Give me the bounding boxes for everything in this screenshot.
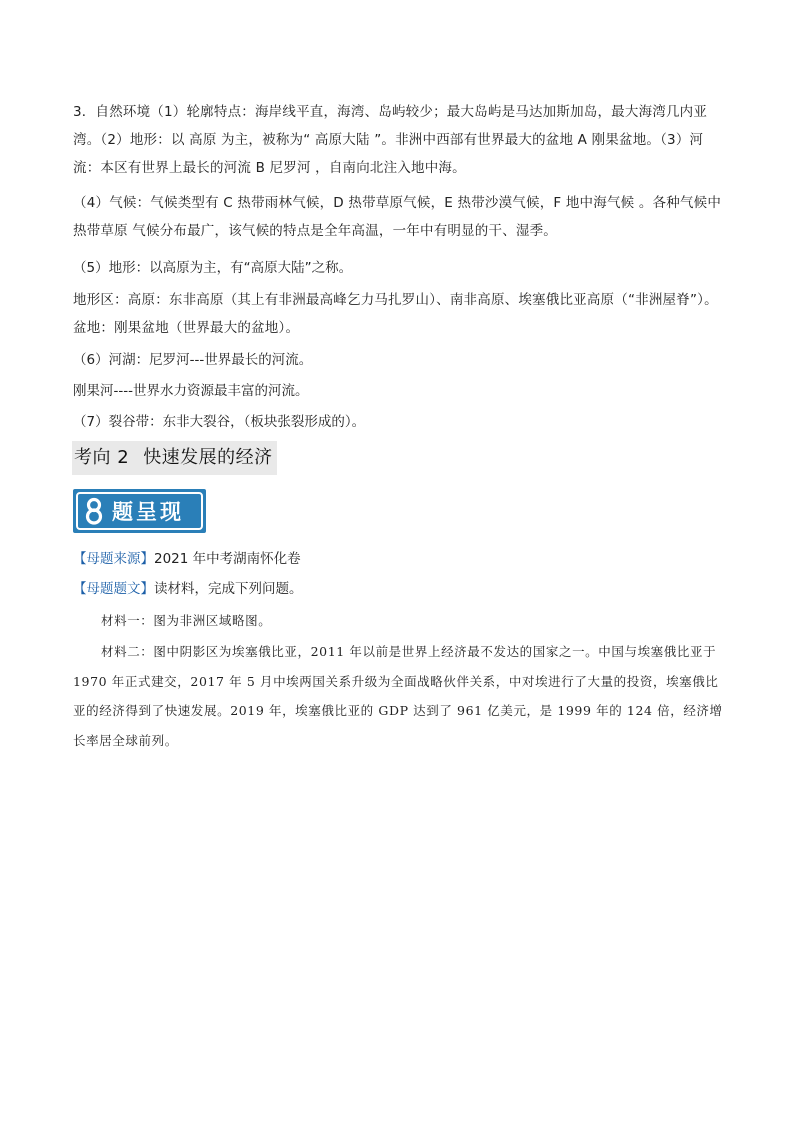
rivers-lakes-line: （6）河湖：尼罗河---世界最长的河流。: [73, 352, 313, 368]
congo-river-line: 刚果河----世界水力资源最丰富的河流。: [73, 383, 309, 399]
natural-environment-paragraph: 3．自然环境（1）轮廓特点：海岸线平直，海湾、岛屿较少；最大岛屿是马达加斯加岛，最大海湾几内亚湾。（2）地形：以 高原 为主，被称为“ 高原大陆 ”。非洲中西部有世界最大的盆地 A 刚果盆地。（3）河流：本区有世界上最长的河流 B 尼罗河 ，自南向北注入地中海。: [73, 104, 708, 176]
section-heading: [72, 441, 277, 475]
climate-paragraph: （4）气候：气候类型有 C 热带雨林气候，D 热带草原气候，E 热带沙漠气候，F 地中海气候 。各种气候中 热带草原 气候分布最广，该气候的特点是全年高温，一年中有明显的干、湿季。: [73, 195, 722, 239]
number-8-icon: [82, 497, 106, 525]
heading-title: 快速发展的经济: [143, 447, 273, 468]
landform-regions-paragraph: 地形区：高原：东非高原（其上有非洲最高峰乞力马扎罗山）、南非高原、埃塞俄比亚高原（“非洲屋脊”）。盆地：刚果盆地（世界最大的盆地）。: [73, 292, 718, 336]
question-label: 【母题题文】: [73, 581, 154, 597]
material-two: 材料二：图中阴影区为埃塞俄比亚，2011 年以前是世界上经济最不发达的国家之一。中国与埃塞俄比亚于 1970 年正式建交，2017 年 5 月中埃两国关系升级为全面战略伙伴关系，中对埃进行了大量的投资，埃塞俄比亚的经济得到了快速发展。2019 年，埃塞俄比亚的 GDP 达到了 961 亿美元，是 1999 年的 124 倍，经济增长率居全球前列。: [73, 644, 723, 748]
question-badge: [73, 489, 206, 533]
heading-number: 考向 2: [74, 447, 130, 468]
rift-valley-line: （7）裂谷带：东非大裂谷，（板块张裂形成的）。: [73, 414, 366, 430]
landform-line: （5）地形：以高原为主，有“高原大陆”之称。: [73, 260, 353, 276]
source-label: 【母题来源】: [73, 551, 154, 567]
question-value: 读材料，完成下列问题。: [154, 581, 303, 597]
material-one: 材料一：图为非洲区域略图。: [101, 613, 272, 628]
question-source-line: [73, 545, 301, 573]
question-text-line: [73, 575, 303, 603]
source-value: 2021 年中考湖南怀化卷: [154, 551, 301, 567]
badge-label: 题呈现: [112, 500, 184, 524]
